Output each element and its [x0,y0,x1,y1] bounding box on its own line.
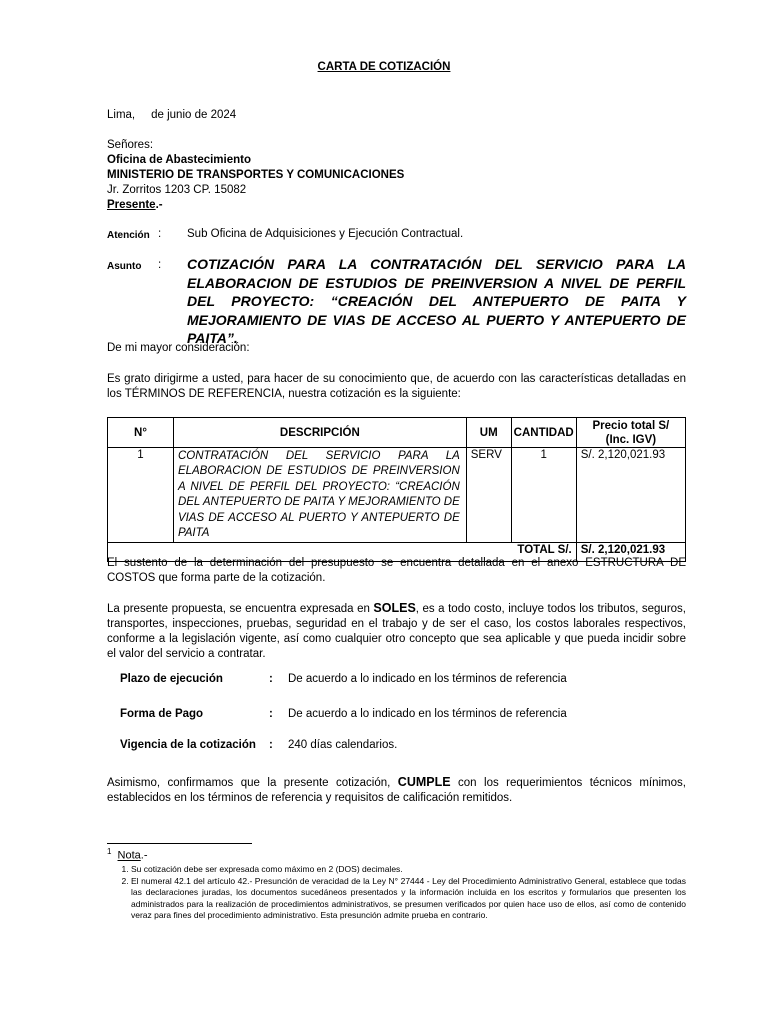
row-price: S/. 2,120,021.93 [576,448,685,543]
attention-label: Atención [107,230,150,241]
row-num: 1 [108,448,174,543]
attention-colon: : [158,228,162,240]
footnote-separator [107,843,252,844]
place-date [107,108,236,123]
condition-colon-vigencia: : [269,739,273,751]
header-description: DESCRIPCIÓN [173,418,466,448]
intro-paragraph: Es grato dirigirme a usted, para hacer de su conocimiento que, de acuerdo con las características detalladas en los TÉRMINOS DE REFERENCIA, nuestra cotización es la siguiente: [107,373,686,400]
condition-value-vigencia: 240 días calendarios. [288,739,398,751]
attention-value: Sub Oficina de Adquisiciones y Ejecución Contractual. [187,228,464,240]
footnote-notes [114,864,686,922]
table-header-row [108,418,686,448]
footnote-title-suffix: .- [140,849,148,862]
row-um: SERV [466,448,511,543]
footnote-note-1: 1. Su cotización debe ser expresada como máximo en 2 (DOS) decimales. [131,864,686,876]
table-row [108,448,686,543]
propuesta-currency: SOLES [373,601,416,615]
subject-value: COTIZACIÓN PARA LA CONTRATACIÓN DEL SERVICIO PARA LA ELABORACION DE ESTUDIOS DE PREINVERSION A NIVEL DE PERFIL DEL PROYECTO: “CREACIÓN DEL ANTEPUERTO DE PAITA Y MEJORAMIENTO DE VIAS DE ACCESO AL PUERTO Y ANTEPUERTO DE PAITA”. [187,256,686,346]
cumple-text-post: con los requerimientos técnicos mínimos, establecidos en los términos de referencia y requisitos de calificación remitidos. [107,777,686,804]
city: Lima, [107,109,136,121]
condition-colon-pago: : [269,708,273,720]
cumple-paragraph [107,775,686,806]
footnote-marker: 1 [107,847,112,856]
propuesta-text-pre: La presente propuesta, se encuentra expresada en [107,603,370,615]
footnote-heading [107,847,148,862]
cumple-keyword: CUMPLE [397,775,451,789]
subject-colon: : [158,259,162,271]
propuesta-text-post: , es a todo costo, incluye todos los tributos, seguros, transportes, inspecciones, pruebas, seguridad en el trabajo y de ser el caso, los costos laborales respectivos, conforme a la legislación vigente, así como cualquier otro concepto que sea aplicable y que pueda incidir sobre el valor del servicio a contratar. [107,603,686,660]
footnote-note-2: 2. El numeral 42.1 del artículo 42.- Presunción de veracidad de la Ley N° 27444 - Ley del Procedimiento Administrativo General, establece que todas las declaraciones juradas, los documentos sucedáneos presentados y la información incluida en los escritos y formularios que presenten los administrados para la realización de procedimientos administrativos, se presumen verificados por quien hace uso de ellos, así como de contenido veraz para fines del procedimiento administrativo. Esta presunción admite prueba en contrario. [131,876,686,922]
cumple-text-pre: Asimismo, confirmamos que la presente cotización, [107,777,391,789]
quote-table [107,417,686,562]
total-label: TOTAL S/. [108,543,577,562]
recipient-address: Jr. Zorritos 1203 CP. 15082 [107,184,247,196]
condition-value-plazo: De acuerdo a lo indicado en los términos de referencia [288,673,567,685]
propuesta-paragraph [107,601,686,662]
presente-label: Presente [107,199,156,211]
header-num: N° [108,418,174,448]
condition-value-pago: De acuerdo a lo indicado en los términos de referencia [288,708,567,720]
salutation: Señores: [107,139,154,151]
date: de junio de 2024 [151,109,237,121]
header-quantity: CANTIDAD [511,418,576,448]
condition-label-vigencia: Vigencia de la cotización [120,739,256,751]
header-price-line2: (Inc. IGV) [605,433,657,446]
condition-label-pago: Forma de Pago [120,708,204,720]
row-quantity: 1 [511,448,576,543]
header-price [576,418,685,448]
header-um: UM [466,418,511,448]
recipient-ministry: MINISTERIO DE TRANSPORTES Y COMUNICACIONES [107,169,405,181]
subject-label: Asunto [107,261,142,272]
document-title: CARTA DE COTIZACIÓN [317,61,451,73]
greeting: De mi mayor consideración: [107,342,250,354]
presente-suffix: .- [155,199,163,211]
condition-label-plazo: Plazo de ejecución [120,673,223,685]
recipient-office: Oficina de Abastecimiento [107,154,251,166]
row-description: CONTRATACIÓN DEL SERVICIO PARA LA ELABORACION DE ESTUDIOS DE PREINVERSION A NIVEL DE PERFIL DEL PROYECTO: “CREACIÓN DEL ANTEPUERTO DE PAITA Y MEJORAMIENTO DE VIAS DE ACCESO AL PUERTO Y ANTEPUERTO DE PAITA [173,448,466,543]
total-value: S/. 2,120,021.93 [576,543,685,562]
header-price-line1: Precio total S/ [592,419,670,432]
footnote-title: Nota [117,849,141,862]
presente [107,198,163,213]
sustento-paragraph: El sustento de la determinación del presupuesto se encuentra detallada en el anexo ESTRUCTURA DE COSTOS que forma parte de la cotización. [107,557,686,584]
condition-colon-plazo: : [269,673,273,685]
